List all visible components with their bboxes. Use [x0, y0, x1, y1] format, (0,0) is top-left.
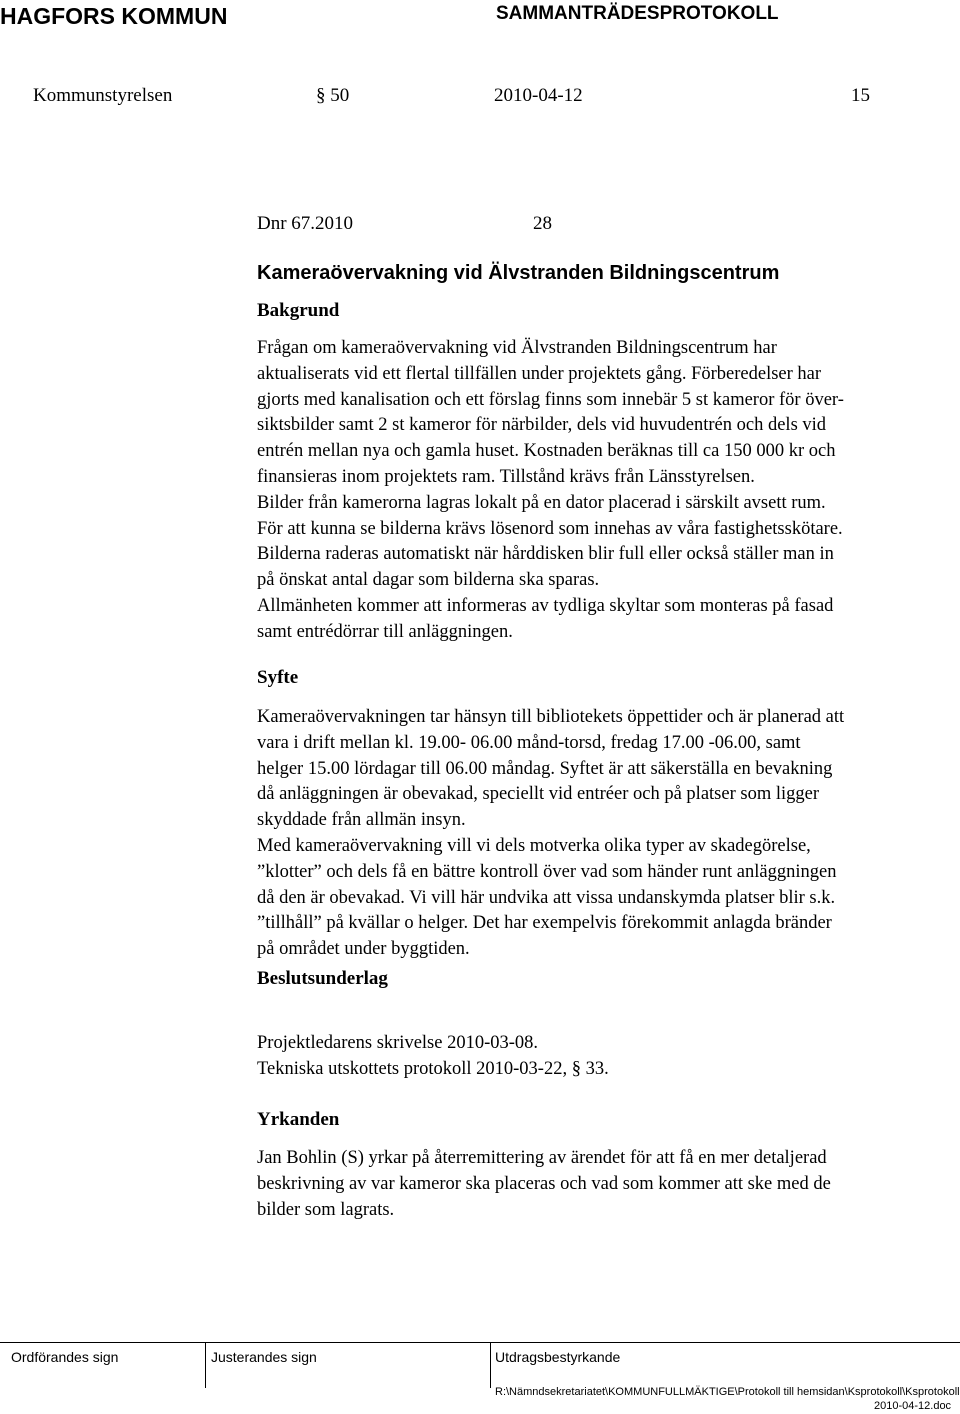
bakgrund-text: [257, 336, 957, 646]
heading-beslutsunderlag: Beslutsunderlag: [257, 968, 388, 989]
heading-bakgrund: Bakgrund: [257, 300, 340, 321]
adjuster-signature-label: Justerandes sign: [211, 1349, 317, 1365]
text-line: bilder som lagrats.: [257, 1199, 395, 1220]
yrkanden-text: [257, 1146, 957, 1223]
text-line: samt entrédörrar till anläggningen.: [257, 621, 513, 642]
organization-name: HAGFORS KOMMUN: [0, 3, 228, 29]
text-line: på området under byggtiden.: [257, 939, 470, 960]
text-line: Med kameraövervakning vill vi dels motverka olika typer av skadegörelse,: [257, 835, 811, 856]
text-line: Projektledarens skrivelse 2010-03-08.: [257, 1033, 539, 1053]
text-line: finansieras inom projektets ram. Tillstånd krävs från Länsstyrelsen.: [257, 466, 755, 487]
chair-signature-label: Ordförandes sign: [11, 1349, 119, 1365]
text-line: Kameraövervakningen tar hänsyn till bibliotekets öppettider och är planerad att: [257, 707, 845, 727]
case-number: Dnr 67.2010: [257, 213, 354, 234]
text-line: För att kunna se bilderna krävs lösenord som innehas av våra fastighetsskötare.: [257, 518, 843, 539]
syfte-text: [257, 705, 957, 963]
text-line: skyddade från allmän insyn.: [257, 810, 466, 831]
heading-yrkanden: Yrkanden: [257, 1109, 340, 1130]
footer-divider: [0, 1342, 960, 1343]
text-line: Frågan om kameraövervakning vid Älvstranden Bildningscentrum har: [257, 338, 777, 358]
text-line: siktsbilder samt 2 st kameror för närbilder, dels vid huvudentrén och dels vid: [257, 415, 827, 436]
heading-syfte: Syfte: [257, 667, 299, 688]
text-line: ”tillhåll” på kvällar o helger. Det har exempelvis förekommit anlagda bränder: [257, 913, 832, 934]
text-line: aktualiserats vid ett flertal tillfällen under projektets gång. Förberedelser har: [257, 363, 822, 384]
file-path: R:\Nämndsekretariatet\KOMMUNFULLMÄKTIGE\Protokoll till hemsidan\Ksprotokoll\Ksprotokoll: [495, 1386, 960, 1398]
footer-column-divider: [490, 1342, 491, 1388]
text-line: Jan Bohlin (S) yrkar på återremittering av ärendet för att få en mer detaljerad: [257, 1148, 827, 1168]
page-number: 15: [851, 85, 870, 106]
text-line: entrén mellan nya och gamla huset. Kostnaden beräknas till ca 150 000 kr och: [257, 441, 836, 462]
board-name: Kommunstyrelsen: [33, 85, 173, 106]
file-name: 2010-04-12.doc: [874, 1400, 952, 1412]
text-line: Allmänheten kommer att informeras av tydliga skyltar som monteras på fasad: [257, 595, 834, 616]
text-line: beskrivning av var kameror ska placeras och vad som kommer att ske med de: [257, 1173, 831, 1194]
section-number: § 50: [316, 85, 350, 106]
text-line: då anläggningen är obevakad, speciellt vid entréer och på platser som ligger: [257, 784, 819, 805]
footer-column-divider: [205, 1342, 206, 1388]
text-line: Bilder från kamerorna lagras lokalt på en dator placerad i särskilt avsett rum.: [257, 492, 826, 513]
case-paragraph: 28: [533, 213, 552, 234]
text-line: vara i drift mellan kl. 19.00- 06.00 månd-torsd, fredag 17.00 -06.00, samt: [257, 732, 801, 753]
meeting-date: 2010-04-12: [494, 85, 583, 106]
text-line: Bilderna raderas automatiskt när hårddisken blir full eller också ställer man in: [257, 544, 834, 565]
text-line: då den är obevakad. Vi vill här undvika att vissa undanskymda platser blir s.k.: [257, 887, 836, 908]
text-line: Tekniska utskottets protokoll 2010-03-22, § 33.: [257, 1058, 609, 1079]
document-type: SAMMANTRÄDESPROTOKOLL: [496, 3, 779, 24]
text-line: helger 15.00 lördagar till 06.00 måndag. Syftet är att säkerställa en bevakning: [257, 758, 833, 779]
text-line: gjorts med kanalisation och ett förslag finns som innebär 5 st kameror för över-: [257, 389, 844, 410]
extract-certifier-label: Utdragsbestyrkande: [495, 1349, 621, 1365]
text-line: på önskat antal dagar som bilderna ska sparas.: [257, 570, 600, 591]
text-line: ”klotter” och dels få en bättre kontroll över vad som händer runt anläggningen: [257, 861, 837, 882]
case-title: Kameraövervakning vid Älvstranden Bildningscentrum: [257, 262, 780, 284]
beslutsunderlag-text: [257, 1031, 957, 1083]
